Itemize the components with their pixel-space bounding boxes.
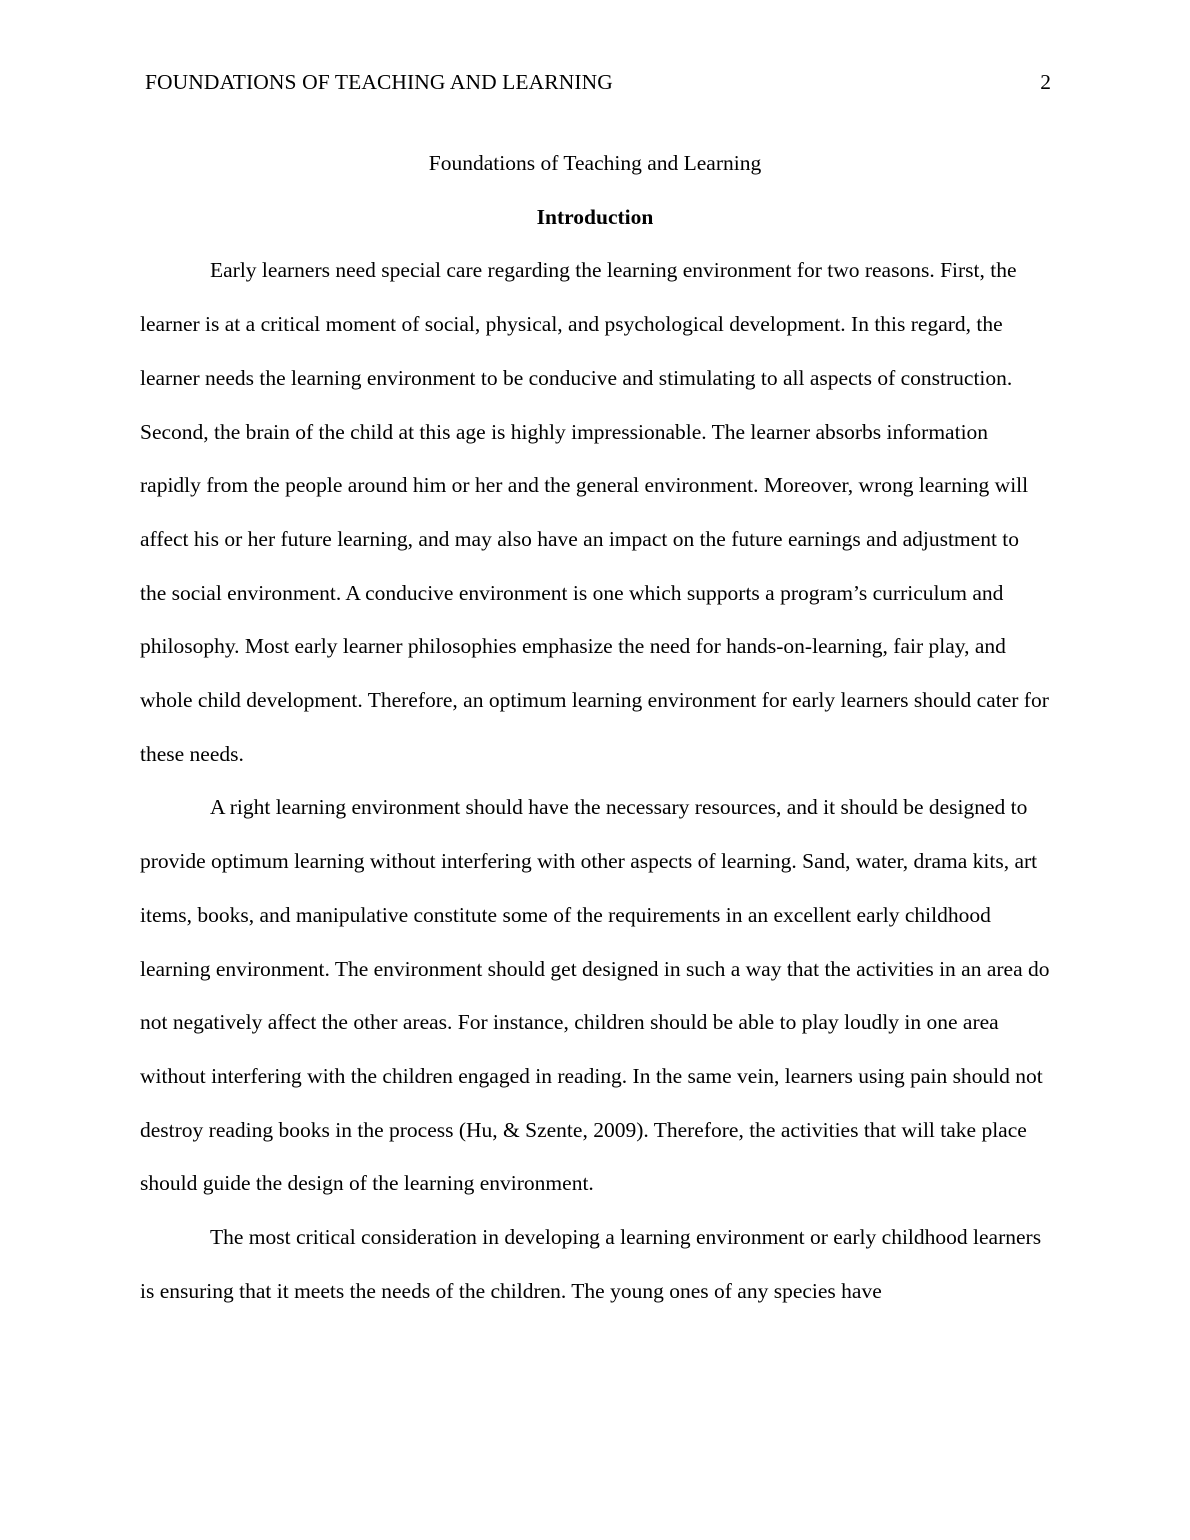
document-title: Foundations of Teaching and Learning (428, 151, 762, 175)
page-number: 2 (1040, 70, 1051, 94)
section-heading-introduction: Introduction (536, 204, 654, 229)
document-body (140, 137, 1050, 1318)
paragraph: A right learning environment should have the necessary resources, and it should be designed to provide optimum learning without interfering with other aspects of learning. Sand, water, drama kits, art items, books, and manipulative constitute some of the requirements in an excellent early childhood learning environment. The environment should get designed in such a way that the activities in an area do not negatively affect the other areas. For instance, children should be able to play loudly in one area without interfering with the children engaged in reading. In the same vein, learners using pain should not destroy reading books in the process (Hu, & Szente, 2009). Therefore, the activities that will take place should guide the design of the learning environment. (140, 795, 1050, 1196)
paragraph: The most critical consideration in developing a learning environment or early childhood learners is ensuring that it meets the needs of the children. The young ones of any species have (140, 1225, 1042, 1303)
paragraph: Early learners need special care regarding the learning environment for two reasons. First, the learner is at a critical moment of social, physical, and psychological development. In this regard, the learner needs the learning environment to be conducive and stimulating to all aspects of construction. Second, the brain of the child at this age is highly impressionable. The learner absorbs information rapidly from the people around him or her and the general environment. Moreover, wrong learning will affect his or her future learning, and may also have an impact on the future earnings and adjustment to the social environment. A conducive environment is one which supports a program’s curriculum and philosophy. Most early learner philosophies emphasize the need for hands-on-learning, fair play, and whole child development. Therefore, an optimum learning environment for early learners should cater for these needs. (140, 258, 1049, 766)
running-head: FOUNDATIONS OF TEACHING AND LEARNING (145, 70, 613, 94)
